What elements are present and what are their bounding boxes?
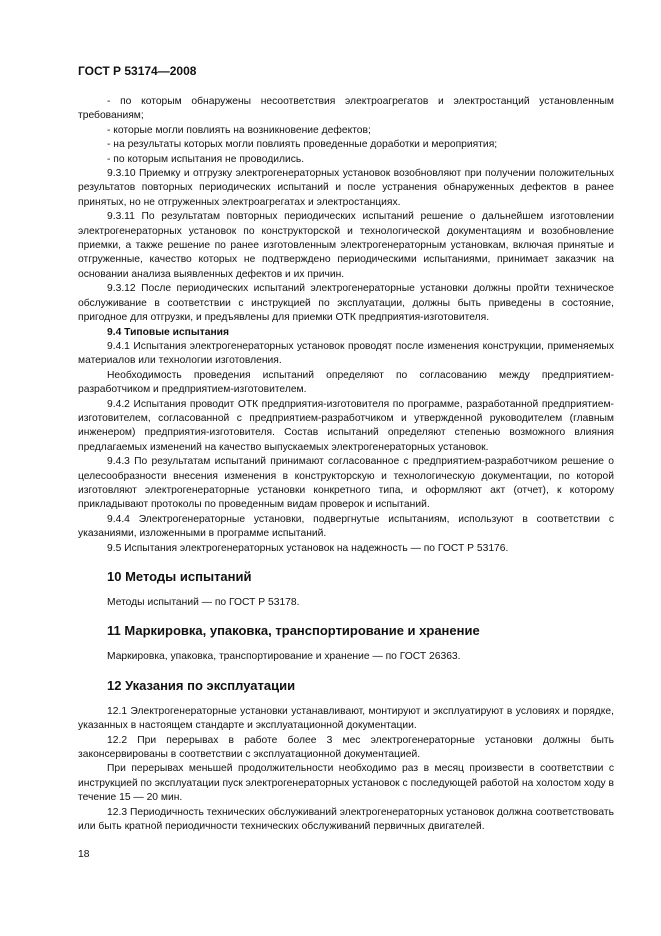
paragraph-9-3-10: 9.3.10 Приемку и отгрузку электрогенераторных установок возобновляют при получении положительных результатов повторных периодических испытаний и после устранения обнаруженных дефектов в ранее принятых, но не отгруженных электроагрегатах и электростанциях.	[78, 168, 614, 208]
page-number: 18	[78, 849, 90, 860]
list-item: - которые могли повлиять на возникновение дефектов;	[107, 124, 371, 136]
paragraph-9-4-4: 9.4.4 Электрогенераторные установки, подвергнутые испытаниям, используют в соответствии с указаниями, изложенными в программе испытаний.	[78, 513, 614, 540]
list-item: - по которым обнаружены несоответствия электроагрегатов и электростанций установленным требованиям;	[78, 96, 614, 122]
page-body	[78, 95, 614, 834]
paragraph-11: Маркировка, упаковка, транспортирование и хранение — по ГОСТ 26363.	[107, 651, 461, 663]
paragraph-12-3: 12.3 Периодичность технических обслуживаний электрогенераторных установок должна соответствовать или быть кратной периодичности технических обслуживаний первичных двигателей.	[78, 806, 614, 833]
paragraph-9-5: 9.5 Испытания электрогенераторных установок на надежность — по ГОСТ Р 53176.	[107, 542, 509, 554]
paragraph-12-1: 12.1 Электрогенераторные установки устанавливают, монтируют и эксплуатируют в условиях и порядке, указанных в настоящем стандарте и эксплуатационной документации.	[78, 705, 614, 732]
list-item: - на результаты которых могли повлиять проведенные доработки и мероприятия;	[107, 139, 498, 151]
paragraph-9-4-2: 9.4.2 Испытания проводит ОТК предприятия-изготовителя по программе, разработанной предприятием-изготовителем, согласованной с предприятием-разработчиком и утвержденной руководителем (главным инженером) предприятия-изготовителя. Состав испытаний определяют степенью возможного влияния предлагаемых изменений на качество выпускаемых электрогенераторных установок.	[78, 398, 614, 453]
paragraph: При перерывах меньшей продолжительности необходимо раз в месяц произвести в соответствии с инструкцией по эксплуатации пуск электрогенераторных установок с последующей работой на холостом ходу в течение 15 — 20 мин.	[78, 763, 614, 804]
document-header: ГОСТ Р 53174—2008	[78, 64, 197, 78]
section-heading-11: 11 Маркировка, упаковка, транспортирование и хранение	[107, 623, 480, 639]
paragraph: Необходимость проведения испытаний определяют по согласованию между предприятием-разработчиком и предприятием-изготовителем.	[78, 369, 614, 396]
paragraph-9-4-1: 9.4.1 Испытания электрогенераторных установок проводят после изменения конструкции, применяемых материалов или технологии изготовления.	[78, 340, 614, 367]
paragraph-9-3-11: 9.3.11 По результатам повторных периодических испытаний решение о дальнейшем изготовлении электрогенераторных установок по конструкторской и технологической документациям и возобновление приемки, а также решение по ранее изготовленным электрогенераторным установкам, включая принятые и отгруженные, качество которых не подтверждено периодическими испытаниями, принимает заказчик на основании анализа выявленных дефектов и их причин.	[78, 211, 614, 280]
paragraph-9-3-12: 9.3.12 После периодических испытаний электрогенераторные установки должны пройти техническое обслуживание в соответствии с инструкцией по эксплуатации, должны быть приведены в состояние, пригодное для отгрузки, и предъявлены для приемки ОТК предприятия-изготовителя.	[78, 283, 614, 324]
section-heading-12: 12 Указания по эксплуатации	[107, 677, 296, 693]
paragraph-9-4-3: 9.4.3 По результатам испытаний принимают согласованное с предприятием-разработчиком решение о целесообразности внесения изменения в конструкторскую и технологическую документации, по которой изготовляют электрогенераторные установки конкретного типа, и оформляют акт (отчет), к которому прикладывают протоколы по проведенным видам проверок и испытаний.	[78, 456, 614, 511]
section-heading-10: 10 Методы испытаний	[107, 569, 252, 584]
paragraph-10: Методы испытаний — по ГОСТ Р 53178.	[107, 597, 300, 608]
list-item: - по которым испытания не проводились.	[107, 153, 305, 165]
subsection-heading-9-4: 9.4 Типовые испытания	[107, 326, 230, 338]
paragraph-12-2: 12.2 При перерывах в работе более 3 мес электрогенераторные установки должны быть законсервированы в соответствии с эксплуатационной документацией.	[78, 734, 614, 761]
